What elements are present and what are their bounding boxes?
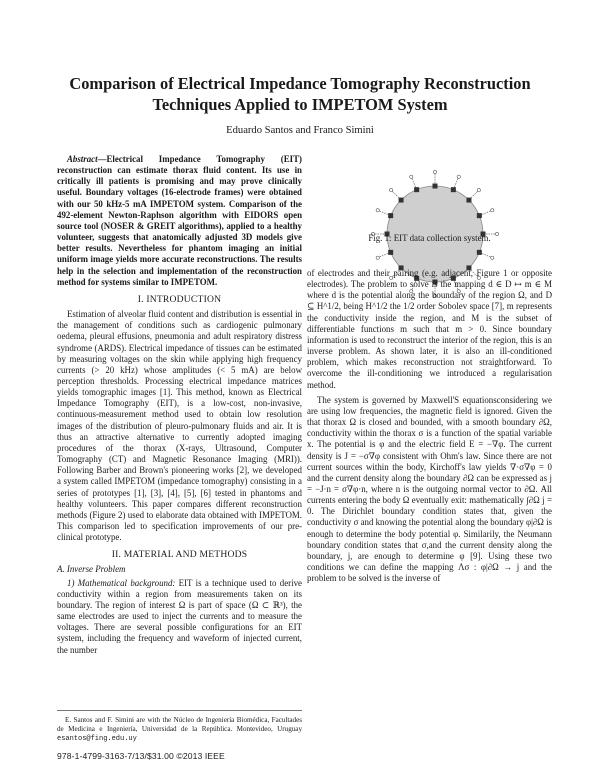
electrode-connector [433,170,436,173]
abstract [57,154,302,288]
electrode-lead [482,211,490,214]
electrode-pad [466,198,471,203]
abstract-lead: Abstract [67,154,98,164]
paragraph-label: 1) Mathematical background: [67,577,176,588]
section-heading-methods: II. MATERIAL AND METHODS [111,549,248,561]
electrode-pad [388,213,393,218]
authors: Eduardo Santos and Franco Simini [226,125,374,136]
electrode-connector [477,189,480,192]
methods-paragraph [57,578,302,656]
electrode-connector [390,189,393,192]
section-heading-introduction: I. INTRODUCTION [137,293,222,305]
title-line-1: Comparison of Electrical Impedance Tomography Reconstruction [69,74,531,93]
electrode-pad [451,187,456,192]
electrode-pad [477,250,482,255]
right-column [307,268,552,584]
electrode-pad [388,250,393,255]
electrode-connector [376,209,379,212]
subsection-heading-inverse-problem: A. Inverse Problem [57,564,126,575]
right-paragraph-2: The system is governed by Maxwell'S equationsconsidering we are using low frequencies, the magnetic field is ignored. Given the that thorax Ω is closed and bounded, with a smooth boundary ∂Ω, conductivity within the thorax σ is a function of the spatial variable x. The potential is φ and the electric field E = −∇φ. The current density is J = −σ∇φ consistent with Ohm's law. Since there are not current sources within the body, Kirchoff's law yields ∇·σ∇φ = 0 and the current density along the boundary ∂Ω can be expressed as j = −J·n = σ∇φ·n, where n is the outgoing normal vector to ∂Ω. All currents entering the body Ω eventually exit: mathematically ∫∂Ω j = 0. The Dirichlet boundary condition states that, given the conductivity σ and knowing the potential along the boundary φ|∂Ω is enough to determine the body potential φ. Similarily, the Neumann boundary condition states that σ,and the current density along the boundary, j, are enough to determine φ [9]. Using these two conditions we can define the mapping Λσ : φ|∂Ω → j and the problem to be solved is the inverse of [307,394,552,584]
electrode-lead [393,192,399,198]
right-paragraph-1: of electrodes and their pairing (e.g. adjacent, Figure 1 or opposite electrodes). The problem to solve is the mapping d ∈ D ↦ m ∈ M where d is the potential along the boundary of the region Ω, and D ⊆ H^1/2, being H^1/2 the 1/2 order Sobolev space [7], m represents the conductivity inside the region, and M is the subset of differentiable functions m such that m > 0. Since boundary information is used to reconstruct the interior of the region, this is an inverse problem. As shown later, it is also an ill-conditioned problem, which makes reconstruction not straightforward. To overcome the ill-conditioning we introduced a regularisation method. [307,268,552,390]
electrode-lead [380,254,388,257]
electrode-lead [380,211,388,214]
electrode-pad [399,198,404,203]
methods-paragraph-text: EIT is a technique used to derive conductivity within a region from measurements taken on its boundary. The region of interest Ω is part of space (Ω ⊂ ℝ³), the same electrodes are used to inject the currents and to measure the voltages. There are several possible configurations for an EIT system, including the frequency and waveform of injected current, the number [57,577,302,655]
author-footnote [57,710,302,744]
figure-caption: Fig. 1: EIT data collection system. [368,233,491,243]
electrode-connector [457,175,460,178]
title-line-2: Techniques Applied to IMPETOM System [152,95,448,114]
electrode-lead [455,179,458,187]
electrode-lead [482,254,490,257]
electrode-connector [491,209,494,212]
electrode-pad [477,213,482,218]
electrode-lead [412,179,415,187]
copyright-isbn: 978-1-4799-3163-7/13/$31.00 ©2013 IEEE [57,751,225,761]
electrode-connector [376,256,379,259]
author-email: esantos@fing.edu.uy [57,735,137,743]
introduction-paragraph: Estimation of alveolar fluid content and distribution is essential in the management of conditions such as cardiogenic pulmonary oedema, pleural effusions, pneumonia and adult respiratory distress syndrome (ARDS). Electrical impedance of tissues can be estimated by measuring voltages on the skin while applying high frequency currents (> 20 kHz) whose amplitudes (< 5 mA) are below perception thresholds. Processing electrical impedance matrices yields tomographic images [1]. This method, known as Electrical Impedance Tomography (EIT), is a low-cost, non-invasive, continuous-measurement method used to obtain low resolution images of the distribution of pleuro-pulmonary fluids and air. It is thus an attractive alternative to currently adopted imaging procedures of the thorax (X-rays, Ultrasound, Computer Tomography (CT) and Magnetic Resonance Imaging (MRI)). Following Barber and Brown's pioneering works [2], we developed a system called IMPETOM (impedance tomography) consisting in a series of prototypes [1], [3], [4], [5], [6] tested in phantoms and healthy volunteers. This paper compares different reconstruction methods (Figure 2) used to elaborate data obtained with IMPETOM. This comparison led to specification improvements of our pre-clinical prototype. [57,309,302,543]
paper-title [40,73,560,115]
electrode-pad [414,187,419,192]
abstract-body: —Electrical Impedance Tomography (EIT) reconstruction can estimate thorax fluid content. Its use in critically ill patients is promising and may prove clinically useful. Boundary voltages (16-electrode frames) were obtained with our 50 kHz-5 mA IMPETOM system. Comparison of the 492-element Newton-Raphson algorithm with EIDORS open source tool (NOSER & GREIT algorithms), applied to a healthy volunteer, suggests that anatomically adjusted 3D models give better results. Nevertheless for phantom imaging an initial uniform image yields more accurate reconstructions. The results help in the selection and implementation of the reconstruction method for systems similar to IMPETOM. [57,154,302,287]
electrode-connector [491,256,494,259]
footnote-text: E. Santos and F. Simini are with the Núcleo de Ingeniería Biomédica, Facultades de Medicina e Ingeniería, Universidad de la República. Montevideo, Uruguay [57,716,302,733]
left-column [57,154,302,656]
electrode-connector [410,175,413,178]
electrode-pad [433,184,438,189]
electrode-lead [471,192,477,198]
